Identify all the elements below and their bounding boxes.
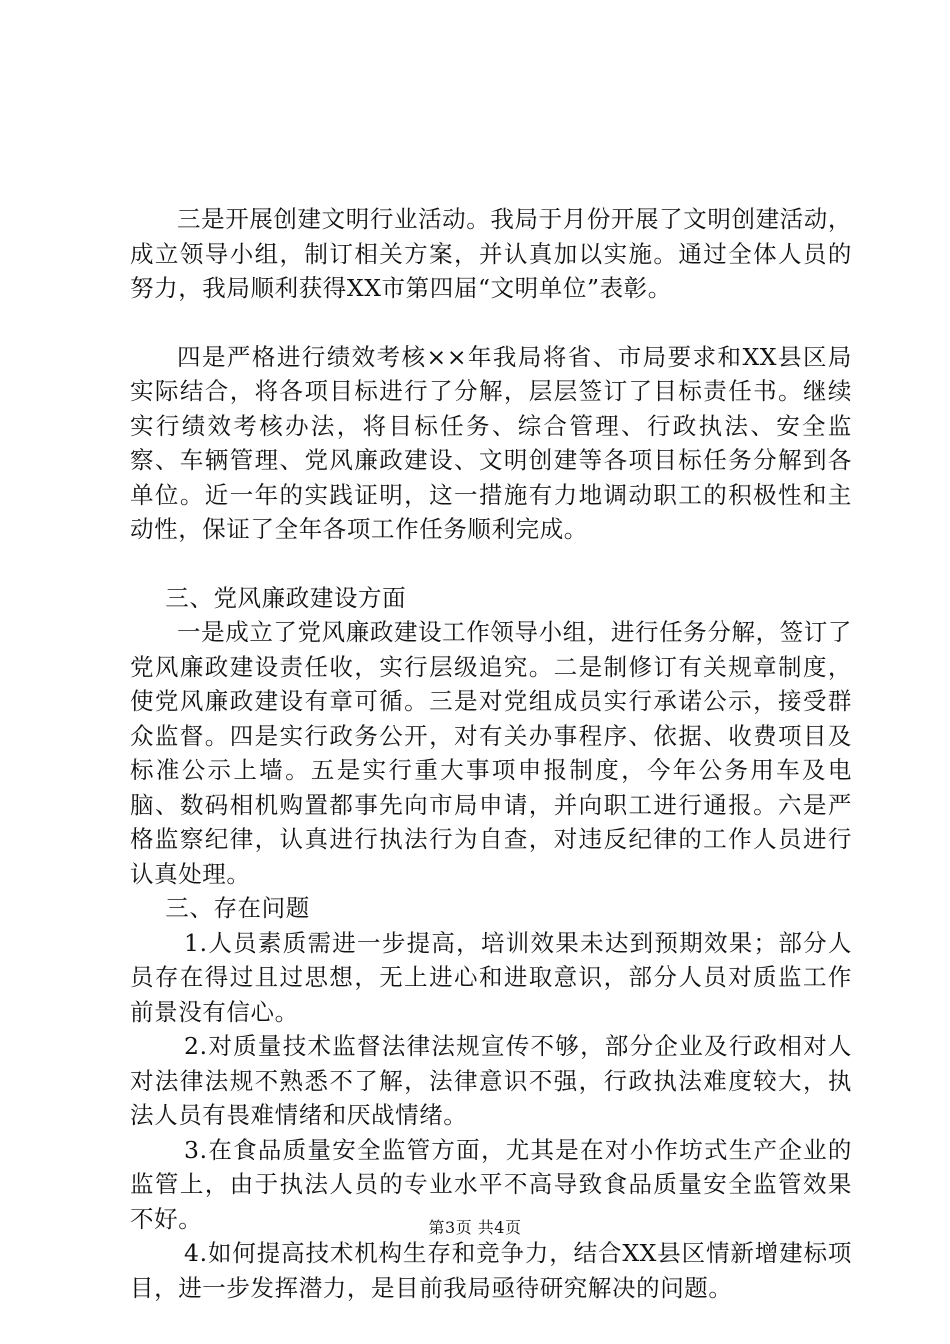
- section-heading-problems: 三、存在问题: [165, 894, 310, 922]
- paragraph-gap: [130, 547, 852, 581]
- section-heading-party-conduct: 三、党风廉政建设方面: [165, 583, 407, 612]
- problem-item-2: 2.对质量技术监督法律法规宣传不够，部分企业及行政相对人对法律法规不熟悉不了解，法律意识不强，行政执法难度较大，执法人员有畏难情绪和厌战情绪。: [130, 1032, 852, 1129]
- paragraph-performance-review: 四是严格进行绩效考核××年我局将省、市局要求和XX县区局实际结合，将各项目标进行了分解，层层签订了目标责任书。继续实行绩效考核办法，将目标任务、综合管理、行政执法、安全监察、车辆管理、党风廉政建设、文明创建等各项目标任务分解到各单位。近一年的实践证明，这一措施有力地调动职工的积极性和主动性，保证了全年各项工作任务顺利完成。: [130, 342, 852, 543]
- document-body: [130, 202, 852, 1305]
- problem-item-3: 3.在食品质量安全监管方面，尤其是在对小作坊式生产企业的监管上，由于执法人员的专业水平不高导致食品质量安全监管效果不好。: [130, 1135, 852, 1233]
- paragraph-party-conduct: 一是成立了党风廉政建设工作领导小组，进行任务分解，签订了党风廉政建设责任收，实行层级追究。二是制修订有关规章制度，使党风廉政建设有章可循。三是对党组成员实行承诺公示，接受群众监督。四是实行政务公开，对有关办事程序、依据、收费项目及标准公示上墙。五是实行重大事项申报制度，今年公务用车及电脑、数码相机购置都事先向市局申请，并向职工进行通报。六是严格监察纪律，认真进行执法行为自查，对违反纪律的工作人员进行认真处理。: [130, 618, 852, 888]
- problem-item-4: 4.如何提高技术机构生存和竞争力，结合XX县区情新增建标项目，进一步发挥潜力，是目前我局亟待研究解决的问题。: [130, 1239, 852, 1302]
- problem-item-1: 1.人员素质需进一步提高，培训效果未达到预期效果；部分人员存在得过且过思想，无上进心和进取意识，部分人员对质监工作前景没有信心。: [130, 928, 852, 1026]
- page-number-footer: 第3页 共4页: [428, 1218, 522, 1237]
- paragraph-civilization-activity: 三是开展创建文明行业活动。我局于月份开展了文明创建活动，成立领导小组，制订相关方案，并认真加以实施。通过全体人员的努力，我局顺利获得XX市第四届“文明单位”表彰。: [130, 205, 852, 302]
- paragraph-gap: [130, 306, 852, 340]
